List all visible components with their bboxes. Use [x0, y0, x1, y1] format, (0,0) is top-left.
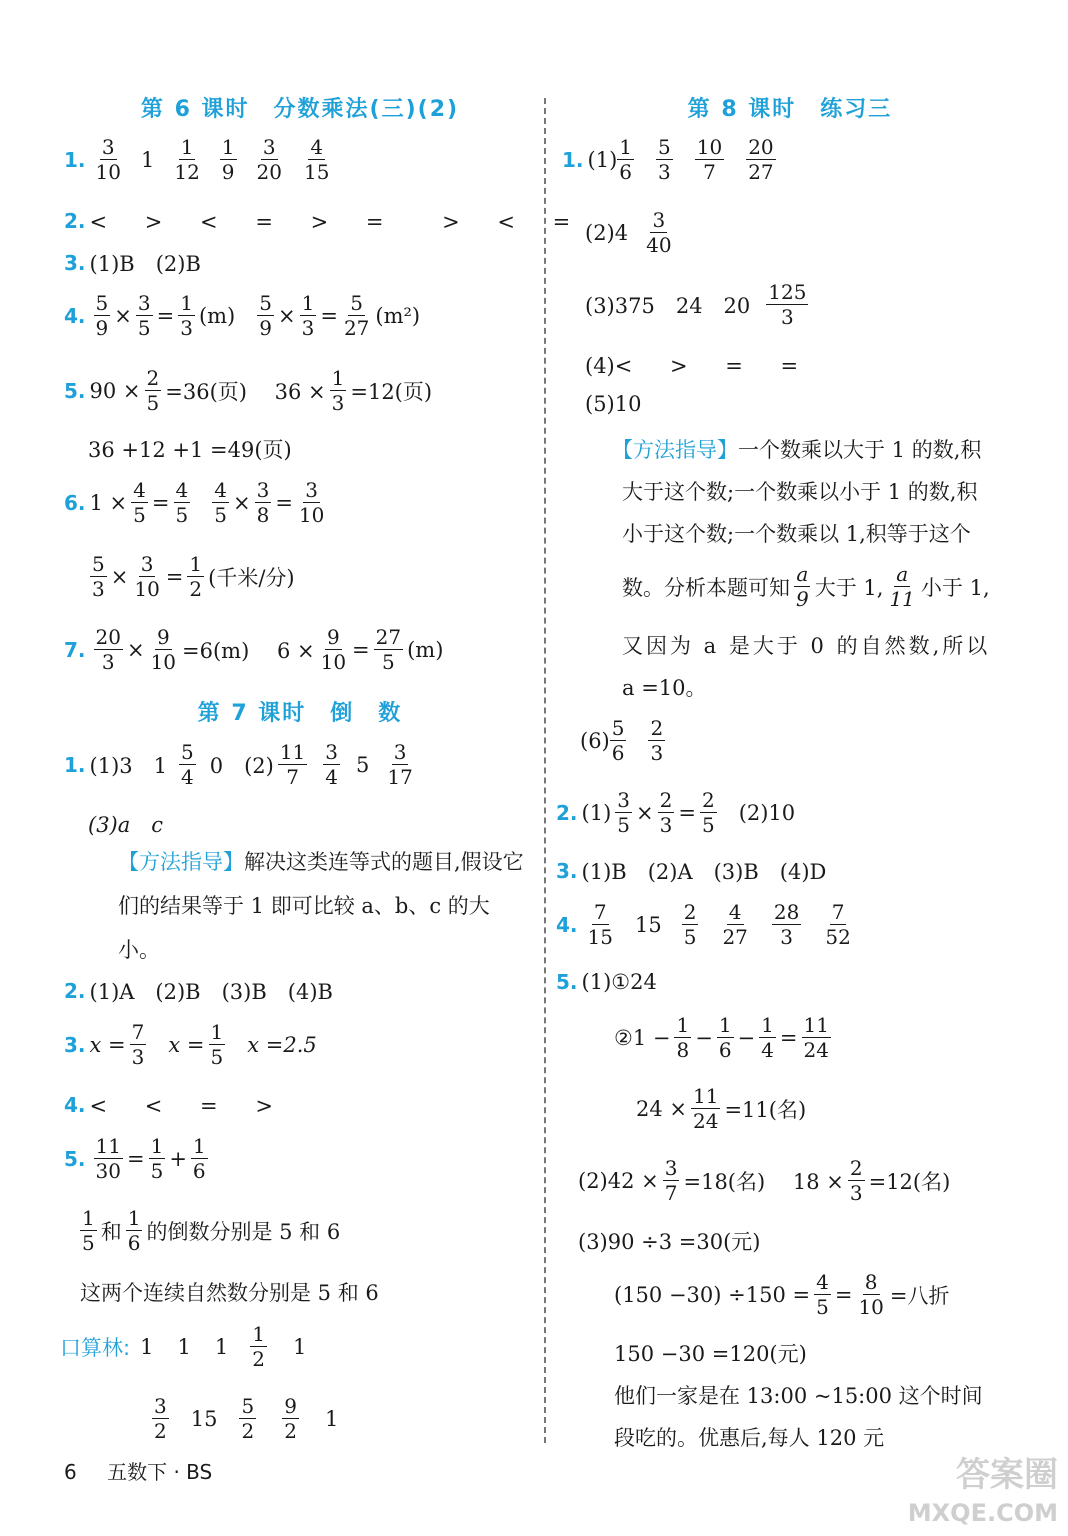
r-q5-6: (150 −30) ÷150 = $\frac{4}{5}$ = $\frac{8}{10}$ =八折: [614, 1270, 950, 1319]
lesson-7-heading: 第 7 课时 倒 数: [197, 701, 403, 726]
l6-q6: 6. 1 × $\frac{4}{5}$ = $\frac{4}{5}$ $\frac{4}{5}$ × $\frac{3}{8}$ = $\frac{3}{10}$: [64, 478, 325, 527]
lesson-6-heading: 第 6 课时 分数乘法(三)(2): [140, 97, 460, 122]
l7-q1-line2: (3)a c: [88, 813, 164, 837]
r-q2: 2. (1) $\frac{3}{5}$ × $\frac{2}{3}$ = $\frac{2}{5}$ (2)10: [556, 788, 796, 837]
fraction: $\frac{1}{9}$: [221, 135, 235, 184]
r-q5-7: 150 −30 =120(元): [614, 1342, 807, 1366]
page-number: 6: [64, 1460, 77, 1484]
oral-calc-row2: $\frac{3}{2}$ 15 $\frac{5}{2}$ $\frac{9}{2}$ 1: [154, 1394, 339, 1443]
l7-q5-line3: 这两个连续自然数分别是 5 和 6: [80, 1281, 379, 1305]
l6-q5-line2: 36 +12 +1 =49(页): [88, 438, 292, 462]
r-q1-2: (2)4 $\frac{3}{40}$: [585, 208, 672, 257]
r-q5-8: 他们一家是在 13:00 ~15:00 这个时间: [614, 1384, 983, 1408]
l7-q5: 5. $\frac{11}{30}$ = $\frac{1}{5}$ + $\frac{1}{6}$: [64, 1134, 206, 1183]
l6-q2: 2. < > < = > = > < =: [64, 209, 571, 234]
page-footer: [64, 1456, 236, 1485]
l7-q3: 3. x = $\frac{7}{3}$ x = $\frac{1}{5}$ x =2.5: [64, 1020, 317, 1069]
r-q5-5: (3)90 ÷3 =30(元): [578, 1230, 761, 1254]
r-q3: 3. (1)B (2)A (3)B (4)D: [556, 859, 827, 884]
l7-method-tip: 【方法指导】解决这类连等式的题目,假设它们的结果等于 1 即可比较 a、b、c 的大小。: [118, 850, 524, 962]
l6-q5: 5. 90 × $\frac{2}{5}$ =36(页) 36 × $\frac{1}{3}$ =12(页): [64, 366, 433, 415]
answer-page: 第 6 课时 分数乘法(三)(2) 1. $\frac{3}{10}$ 1 $\frac{1}{12}$ $\frac{1}{9}$ $\frac{3}{20}$ $\frac{4}{15}$ 2. < > < = > = > < = 3. (1)B (2)B 4. $\frac{5}{9}$ × $\frac{3}{5}$ = $\frac{1}{3}$ (m) $\frac{5}{9}$ × $\frac{1}{3}$ = $\frac{5}{27}$ (m²) 5. 90 × $\frac{2}{5}$ =36(页) 36 × $\frac{1}{3}$ =12(页) 36 +12 +1 =49(页) 6. 1 × $\frac{4}{5}$ = $\frac{4}{5}$ $\frac{4}{5}$ × $\frac{3}{8}$ = $\frac{3}{10}$ $\frac{5}{3}$ × $\frac{3}{10}$ = $\frac{1}{2}$ (千米/分) 7. $\frac{20}{3}$ × $\frac{9}{10}$ =6(m) 6 × $\frac{9}{10}$ = $\frac{27}{5}$ (m) 第 7 课时 倒 数 1. (1)3 1 $\frac{5}{4}$ 0 (2) $\frac{11}{7}$ $\frac{3}{4}$ 5 $\frac{3}{17}$ (3)a c 【方法指导】解决这类连等式的题目,假设它们的结果等于 1 即可比较 a、b、c 的大小。 2. (1)A (2)B (3)B (4)B 3. x = $\frac{7}{3}$ x = $\frac{1}{5}$ x =2.5 4. < < = > 5. $\frac{11}{30}$ = $\frac{1}{5}$ + $\frac{1}{6}$ $\frac{1}{5}$ 和 $\frac{1}{6}$ 的倒数分别是 5 和 6 这两个连续自然数分别是 5 和 6 口算林: 1 1 1 $\frac{1}{2}$ 1 $\frac{3}{2}$ 15 $\frac{5}{2}$ $\frac{9}{2}$ 1 第 8 课时 练习三 1. (1) $\frac{1}{6}$ $\frac{5}{3}$ $\frac{10}{7}$ $\frac{20}{27}$ (2)4 $\frac{3}{40}$ (3)375 24 20 $\frac{125}{3}$ (4)< > = = (5)10 【方法指导】 一个数乘以大于 1 的数,积 大于这个数;一个数乘以小于 1 的数,积 小于这个数;一个数乘以 1,积等于这个 数。分析本题可知 $\frac{a}{9}$ 大于 1, $\frac{a}{11}$ 小于 1, 又因为 a 是大于 0 的自然数,所以 a =10。 (6) $\frac{5}{6}$ $\frac{2}{3}$ 2. (1) $\frac{3}{5}$ × $\frac{2}{3}$ = $\frac{2}{5}$ (2)10 3. (1)B (2)A (3)B (4)D 4. $\frac{7}{15}$ 15 $\frac{2}{5}$ $\frac{4}{27}$ $\frac{28}{3}$ $\frac{7}{52}$ 5. (1)①24 ②1 − $\frac{1}{8}$ − $\frac{1}{6}$ − $\frac{1}{4}$ = $\frac{11}{24}$ 24 × $\frac{11}{24}$ =11(名) (2)42 × $\frac{3}{7}$ =18(名) 18 × $\frac{2}{3}$ =12(名) (3)90 ÷3 =30(元) (150 −30) ÷150 = $\frac{4}{5}$ = $\frac{8}{10}$ =八折 150 −30 =120(元) 他们一家是在 13:00 ~15:00 这个时间 段吃的。优惠后,每人 120 元 6 五数下 · BS 答案圈 MXQE.COM: [0, 0, 1068, 1536]
r-q4: 4. $\frac{7}{15}$ 15 $\frac{2}{5}$ $\frac{4}{27}$ $\frac{28}{3}$ $\frac{7}{52}$: [556, 900, 851, 949]
fraction: $\frac{4}{15}$: [303, 135, 330, 184]
l6-q1: 1. $\frac{3}{10}$ 1 $\frac{1}{12}$ $\frac{1}{9}$ $\frac{3}{20}$ $\frac{4}{15}$: [64, 135, 330, 184]
r-q1-5: (5)10: [585, 392, 642, 416]
column-divider: [544, 98, 546, 1443]
l6-q3: 3. (1)B (2)B: [64, 251, 201, 276]
l6-q4: 4. $\frac{5}{9}$ × $\frac{3}{5}$ = $\frac{1}{3}$ (m) $\frac{5}{9}$ × $\frac{1}{3}$ = $\frac{5}{27}$ (m²): [64, 291, 421, 340]
q-number: 1.: [64, 147, 86, 172]
l6-q7: 7. $\frac{20}{3}$ × $\frac{9}{10}$ =6(m) 6 × $\frac{9}{10}$ = $\frac{27}{5}$ (m): [64, 625, 444, 674]
r-q5-1: 5. (1)①24: [556, 970, 657, 994]
r-q5-2: ②1 − $\frac{1}{8}$ − $\frac{1}{6}$ − $\frac{1}{4}$ = $\frac{11}{24}$: [614, 1013, 829, 1062]
oral-calc-row1: 口算林: 1 1 1 $\frac{1}{2}$ 1: [60, 1322, 307, 1371]
r-q5-3: 24 × $\frac{11}{24}$ =11(名): [636, 1084, 807, 1133]
r-q1-3: (3)375 24 20 $\frac{125}{3}$: [585, 280, 807, 329]
r-q1-1: 1. (1) $\frac{1}{6}$ $\frac{5}{3}$ $\frac{10}{7}$ $\frac{20}{27}$: [562, 135, 774, 184]
l7-q1: 1. (1)3 1 $\frac{5}{4}$ 0 (2) $\frac{11}{7}$ $\frac{3}{4}$ 5 $\frac{3}{17}$: [64, 740, 413, 789]
r-q5-4: (2)42 × $\frac{3}{7}$ =18(名) 18 × $\frac{2}{3}$ =12(名): [578, 1156, 951, 1205]
fraction: $\frac{1}{12}$: [174, 135, 200, 184]
book-label: 五数下 · BS: [107, 1460, 213, 1484]
r-q1-4: (4)< > = =: [585, 354, 799, 378]
r-q5-9: 段吃的。优惠后,每人 120 元: [614, 1426, 885, 1450]
watermark: 答案圈 MXQE.COM: [907, 1455, 1058, 1527]
lesson-8-heading: 第 8 课时 练习三: [687, 97, 893, 122]
fraction: $\frac{3}{10}$: [95, 135, 121, 184]
l7-q2: 2. (1)A (2)B (3)B (4)B: [64, 979, 333, 1004]
l7-q4: 4. < < = >: [64, 1093, 273, 1118]
fraction: $\frac{3}{20}$: [256, 135, 282, 184]
r-q1-6: (6) $\frac{5}{6}$ $\frac{2}{3}$: [580, 716, 664, 765]
l6-q6-line2: $\frac{5}{3}$ × $\frac{3}{10}$ = $\frac{1}{2}$ (千米/分): [92, 552, 295, 601]
l7-q5-line2: $\frac{1}{5}$ 和 $\frac{1}{6}$ 的倒数分别是 5 和 6: [82, 1206, 341, 1255]
